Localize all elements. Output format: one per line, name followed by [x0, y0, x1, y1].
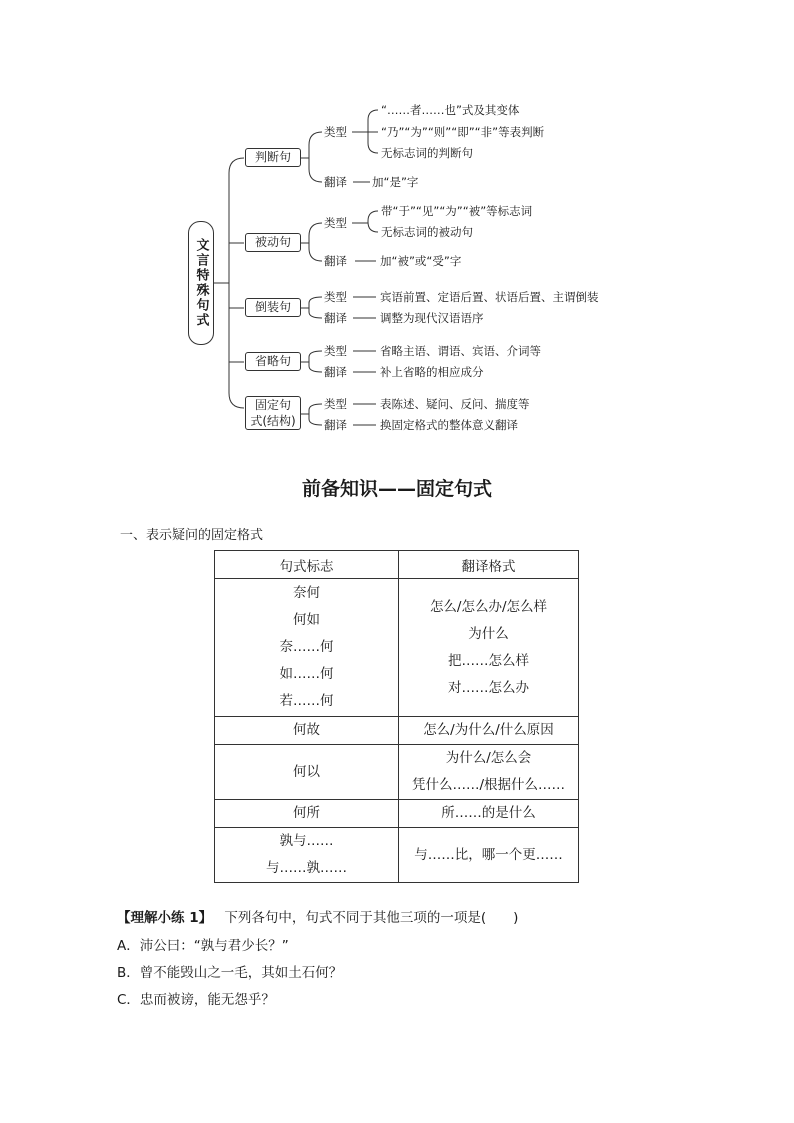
translation-line: 所……的是什么: [441, 805, 536, 821]
type-label: 类型: [324, 290, 347, 304]
translation-line: 对……怎么办: [448, 679, 529, 696]
subsection-heading: 一、表示疑问的固定格式: [120, 528, 264, 543]
marker-line: 孰与……: [279, 833, 334, 849]
translation-label: 翻译: [324, 311, 347, 325]
type-item: 无标志词的被动句: [381, 225, 473, 239]
exercise-question: [117, 906, 518, 926]
exercise-stem: 下列各句中，句式不同于其他三项的一项是( ): [224, 910, 519, 926]
type-item: 宾语前置、定语后置、状语后置、主谓倒装: [380, 290, 599, 304]
table-cell-marker: [215, 800, 399, 828]
translation-method: 加“是”字: [372, 175, 419, 189]
table-header-cell: 句式标志: [215, 551, 399, 579]
type-label: 类型: [324, 397, 347, 411]
type-label: 类型: [324, 216, 347, 230]
table-row: [215, 745, 579, 800]
marker-line: 如……何: [279, 666, 334, 682]
exercise-option-a: A．沛公曰：“孰与君少长？”: [117, 938, 289, 954]
category-label: 被动句: [254, 235, 291, 249]
marker-line: 奈……何: [279, 639, 334, 655]
category-ellipsis: [245, 352, 301, 371]
table-cell-marker: [215, 828, 399, 883]
marker-line: 何所: [293, 805, 320, 821]
translation-label: 翻译: [324, 365, 347, 379]
table-cell-translation: [399, 717, 579, 745]
table-row: [215, 717, 579, 745]
fixed-pattern-table: [214, 550, 579, 883]
type-item: 带“于”“见”“为”“被”等标志词: [381, 204, 533, 218]
category-judgment: [245, 148, 301, 167]
translation-line: 凭什么……/根据什么……: [411, 777, 566, 793]
translation-line: 为什么/怎么会: [445, 750, 532, 766]
translation-label: 翻译: [324, 418, 347, 432]
marker-line: 何故: [293, 722, 320, 738]
type-item: “乃”“为”“则”“即”“非”等表判断: [381, 125, 545, 139]
type-label: 类型: [324, 125, 347, 139]
translation-line: 为什么: [468, 625, 509, 642]
type-item: 表陈述、疑问、反问、揣度等: [380, 397, 530, 411]
table-cell-marker: [215, 579, 399, 717]
marker-line: 何如: [293, 612, 320, 628]
category-label: 倒装句: [254, 300, 291, 314]
translation-method: 加“被”或“受”字: [380, 254, 462, 268]
translation-line: 把……怎么样: [448, 652, 529, 669]
table-cell-translation: [399, 800, 579, 828]
category-label: 省略句: [254, 354, 291, 368]
table-cell-marker: [215, 717, 399, 745]
table-cell-translation: [399, 579, 579, 717]
translation-line: 怎么/为什么/什么原因: [423, 722, 554, 738]
type-item: 省略主语、谓语、宾语、介词等: [380, 344, 541, 358]
exercise-option-b: B．曾不能毁山之一毛，其如土石何？: [117, 965, 343, 981]
translation-line: 与……比，哪一个更……: [414, 846, 563, 863]
category-passive: [245, 233, 301, 252]
exercise-tag: 【理解小练 1】: [117, 910, 213, 926]
type-item: “……者……也”式及其变体: [381, 103, 520, 117]
category-inversion: [245, 298, 301, 317]
translation-method: 补上省略的相应成分: [380, 365, 484, 379]
translation-label: 翻译: [324, 254, 347, 268]
category-fixed-pattern: [245, 396, 301, 430]
table-header-row: [215, 551, 579, 579]
table-cell-marker: [215, 745, 399, 800]
mindmap-root-label: 文言特殊句式: [193, 238, 209, 328]
table-row: [215, 800, 579, 828]
category-label-line: 固定句: [254, 398, 291, 412]
table-cell-translation: [399, 745, 579, 800]
marker-line: 何以: [293, 763, 320, 780]
table-row: [215, 579, 579, 717]
section-title: 前备知识——固定句式: [301, 478, 492, 500]
mindmap: [0, 0, 794, 450]
translation-line: 怎么/怎么办/怎么样: [429, 598, 548, 615]
exercise-option-c: C．忠而被谤，能无怨乎？: [117, 992, 275, 1008]
type-label: 类型: [324, 344, 347, 358]
mindmap-root: [188, 221, 214, 345]
category-label-line: 式(结构): [250, 414, 296, 428]
table-cell-translation: [399, 828, 579, 883]
category-label: 判断句: [254, 150, 291, 164]
translation-method: 调整为现代汉语语序: [380, 311, 484, 325]
type-item: 无标志词的判断句: [381, 146, 473, 160]
marker-line: 若……何: [279, 693, 334, 709]
table-header-cell: 翻译格式: [399, 551, 579, 579]
marker-line: 奈何: [293, 585, 320, 601]
translation-method: 换固定格式的整体意义翻译: [380, 418, 518, 432]
table-row: [215, 828, 579, 883]
translation-label: 翻译: [324, 175, 347, 189]
marker-line: 与……孰……: [266, 860, 347, 876]
